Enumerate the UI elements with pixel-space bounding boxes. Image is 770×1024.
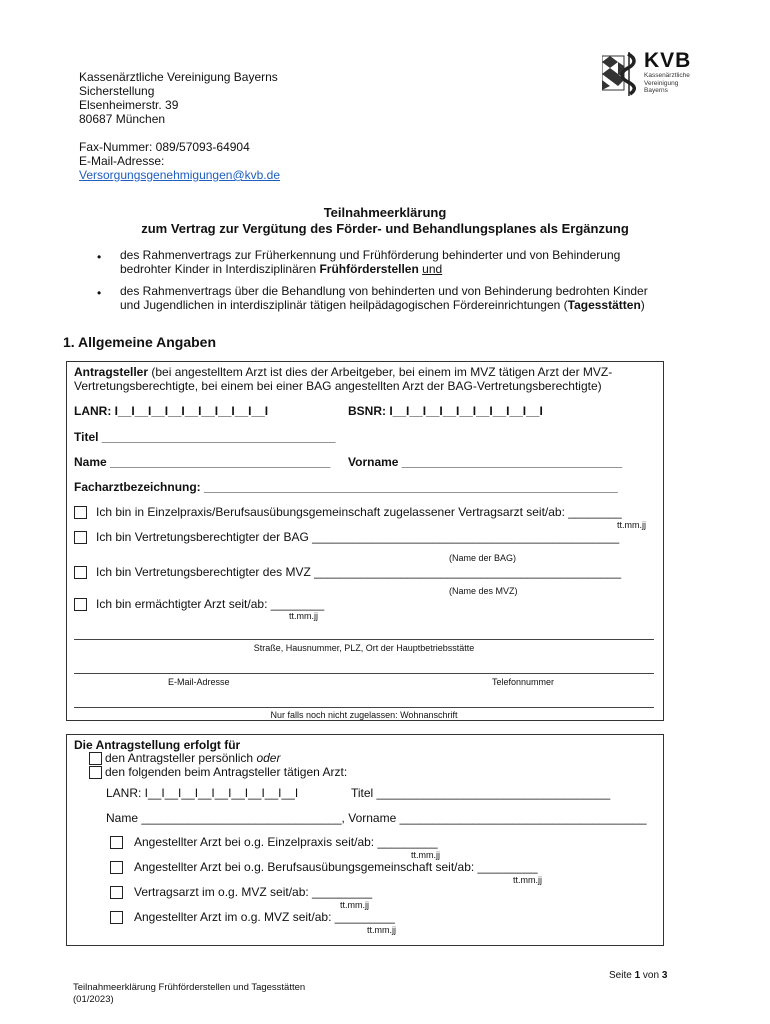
hint-angestellt-bag: tt.mm.jj [513, 875, 542, 885]
residence-caption: Nur falls noch nicht zugelassen: Wohnanschrift [270, 710, 458, 720]
logo-line-2: Vereinigung [644, 79, 679, 87]
bullet-1-bold: Frühförderstellen [319, 262, 419, 276]
applicant-line-1 [74, 365, 658, 379]
lanr-field[interactable]: LANR: I__I__I__I__I__I__I__I__I__I [74, 404, 269, 418]
option-persoenlich-text: den Antragsteller persönlich [105, 751, 257, 765]
option-angestellt-einzelpraxis: Angestellter Arzt bei o.g. Einzelpraxis seit/ab: _________ [134, 835, 438, 849]
bullet-2-close: ) [640, 298, 645, 312]
section-2-heading: Die Antragstellung erfolgt für [74, 738, 241, 752]
footer-line-1: Teilnahmeerklärung Frühförderstellen und Tagesstätten [73, 982, 306, 993]
footer-text [73, 982, 305, 1006]
page-prefix: Seite [609, 970, 635, 981]
contact-line[interactable] [74, 673, 654, 674]
option-vertragsarzt-mvz: Vertragsarzt im o.g. MVZ seit/ab: _________ [134, 885, 373, 899]
hint-mvz: (Name des MVZ) [449, 586, 518, 596]
checkbox-einzelpraxis[interactable] [74, 506, 87, 519]
bullet-1-line-1: des Rahmenvertrags zur Früherkennung und Frühförderung behinderter und von Behinderung [120, 248, 621, 262]
checkbox-angestellt-einzelpraxis[interactable] [110, 836, 123, 849]
email-caption: E-Mail-Adresse [168, 677, 230, 687]
option-einzelpraxis: Ich bin in Einzelpraxis/Berufsausübungsgemeinschaft zugelassener Vertragsarzt seit/ab: ________ [96, 505, 622, 519]
checkbox-folgender-arzt[interactable] [89, 766, 102, 779]
hint-ermaechtigt: tt.mm.jj [289, 611, 318, 621]
option-mvz: Ich bin Vertretungsberechtigter des MVZ ______________________________________________ [96, 565, 622, 579]
option-bag: Ich bin Vertretungsberechtigter der BAG ______________________________________________ [96, 530, 620, 544]
fax-number: Fax-Nummer: 089/57093-64904 [79, 140, 250, 154]
address-street: Elsenheimerstr. 39 [79, 98, 179, 112]
footer-line-2: (01/2023) [73, 994, 114, 1005]
option-angestellt-bag: Angestellter Arzt bei o.g. Berufsausübungsgemeinschaft seit/ab: _________ [134, 860, 538, 874]
section-1-heading: 1. Allgemeine Angaben [63, 334, 216, 350]
address-line[interactable] [74, 639, 654, 640]
title-line-2: zum Vertrag zur Vergütung des Förder- und Behandlungsplanes als Ergänzung [141, 221, 629, 236]
logo-brand: KVB [644, 49, 692, 72]
hint-einzelpraxis: tt.mm.jj [617, 520, 646, 530]
bullet-1-text: bedrohter Kinder in Interdisziplinären [120, 262, 320, 276]
bullet-2-text: und Jugendlichen in interdisziplinär tätigen heilpädagogischen Fördereinrichtungen ( [120, 298, 568, 312]
option-persoenlich [105, 751, 280, 765]
bullet-2-line-2 [120, 298, 648, 312]
titel-field-2[interactable]: Titel ___________________________________ [351, 786, 611, 800]
address-dept: Sicherstellung [79, 84, 155, 98]
option-oder: oder [256, 751, 281, 765]
hint-angestellt-mvz: tt.mm.jj [367, 925, 396, 935]
phone-caption: Telefonnummer [492, 677, 555, 687]
bullet-2 [120, 284, 648, 312]
address-city: 80687 München [79, 112, 166, 126]
checkbox-angestellt-mvz[interactable] [110, 911, 123, 924]
option-folgender-arzt: den folgenden beim Antragsteller tätigen Arzt: [105, 765, 348, 779]
checkbox-mvz[interactable] [74, 566, 87, 579]
hint-angestellt-einzelpraxis: tt.mm.jj [411, 850, 440, 860]
bavarian-lozenge-caduceus-icon [602, 52, 640, 96]
applicant-label: Antragsteller [74, 365, 149, 379]
name-field[interactable]: Name _________________________________ [74, 455, 331, 469]
option-ermaechtigt: Ich bin ermächtigter Arzt seit/ab: ________ [96, 597, 325, 611]
bullet-icon: • [97, 250, 102, 264]
page-total: 3 [661, 970, 668, 981]
checkbox-persoenlich[interactable] [89, 752, 102, 765]
page-current: 1 [634, 970, 641, 981]
lanr-field-2[interactable]: LANR: I__I__I__I__I__I__I__I__I__I [106, 786, 299, 800]
email-link[interactable]: Versorgungsgenehmigungen@kvb.de [79, 168, 280, 182]
vorname-field[interactable]: Vorname _________________________________ [348, 455, 623, 469]
facharzt-field[interactable]: Facharztbezeichnung: ______________________________________________________________ [74, 480, 618, 494]
address-block [79, 70, 280, 182]
applicant-text: (bei angestelltem Arzt ist dies der Arbeitgeber, bei einem im MVZ tätigen Arzt der MVZ- [148, 365, 613, 379]
bullet-2-line-1: des Rahmenvertrags über die Behandlung von behinderten und von Behinderung bedrohten Kinder [120, 284, 648, 298]
bullet-icon: • [97, 286, 102, 300]
applicant-description [74, 365, 658, 393]
address-caption: Straße, Hausnummer, PLZ, Ort der Hauptbetriebsstätte [253, 643, 475, 653]
logo-line-1: Kassenärztliche [644, 72, 690, 79]
page-number [609, 970, 667, 981]
hint-vertragsarzt-mvz: tt.mm.jj [340, 900, 369, 910]
kvb-logo [602, 50, 702, 98]
applicant-line-2: Vertretungsberechtigte, bei einem bei einer BAG angestellten Arzt der BAG-Vertretungsberechtigte) [74, 379, 602, 393]
checkbox-bag[interactable] [74, 531, 87, 544]
checkbox-vertragsarzt-mvz[interactable] [110, 886, 123, 899]
residence-line[interactable] [74, 707, 654, 708]
checkbox-angestellt-bag[interactable] [110, 861, 123, 874]
titel-field[interactable]: Titel ___________________________________ [74, 430, 336, 444]
name-field-2[interactable]: Name ______________________________, Vorname _____________________________________ [106, 811, 647, 825]
option-angestellt-mvz: Angestellter Arzt im o.g. MVZ seit/ab: _________ [134, 910, 395, 924]
email-label: E-Mail-Adresse: [79, 154, 165, 168]
document-title [0, 205, 770, 237]
bullet-1-line-2 [120, 262, 620, 276]
checkbox-ermaechtigt[interactable] [74, 598, 87, 611]
page-mid: von [640, 970, 662, 981]
bullet-2-bold: Tagesstätten [567, 298, 641, 312]
bsnr-field[interactable]: BSNR: I__I__I__I__I__I__I__I__I__I [348, 404, 543, 418]
logo-subtitle [644, 72, 690, 95]
bullet-1 [120, 248, 620, 276]
hint-bag: (Name der BAG) [449, 553, 517, 563]
bullet-1-underlined: und [422, 262, 443, 276]
address-org: Kassenärztliche Vereinigung Bayerns [79, 70, 278, 84]
title-line-1: Teilnahmeerklärung [323, 205, 447, 220]
logo-line-3: Bayerns [644, 87, 668, 94]
